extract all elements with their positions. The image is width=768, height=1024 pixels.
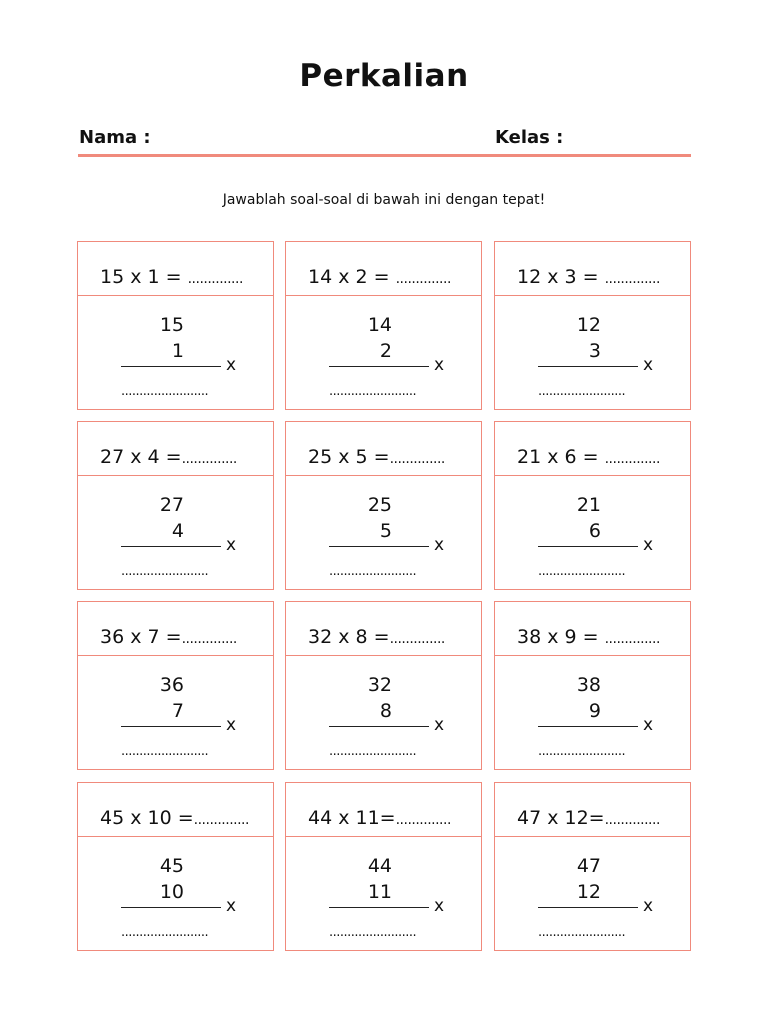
multiply-sign: x	[434, 715, 445, 735]
multiply-sign: x	[643, 715, 654, 735]
sum-line	[538, 366, 638, 367]
multiplicand: 27	[159, 494, 184, 516]
multiplier: 4	[171, 520, 184, 542]
multiplicand: 45	[159, 855, 184, 877]
multiplier: 6	[588, 520, 601, 542]
equation-blank[interactable]: ..............	[395, 812, 451, 828]
multiply-sign: x	[643, 896, 654, 916]
multiply-sign: x	[434, 896, 445, 916]
answer-blank[interactable]: ........................	[329, 564, 417, 579]
equation: 36 x 7 =..............	[100, 626, 237, 648]
equation-blank[interactable]: ..............	[181, 631, 237, 647]
sum-line	[538, 726, 638, 727]
problem-card	[77, 782, 274, 951]
class-label: Kelas :	[495, 127, 564, 148]
equation: 32 x 8 =..............	[308, 626, 445, 648]
problem-card	[494, 421, 691, 590]
problem-card	[77, 421, 274, 590]
answer-blank[interactable]: ........................	[121, 384, 209, 399]
multiplicand: 15	[159, 314, 184, 336]
multiplicand: 44	[367, 855, 392, 877]
multiply-sign: x	[434, 355, 445, 375]
problem-card	[494, 782, 691, 951]
sum-line	[329, 366, 429, 367]
equation-blank[interactable]: ..............	[395, 271, 451, 287]
equation-blank[interactable]: ..............	[389, 631, 445, 647]
answer-blank[interactable]: ........................	[538, 925, 626, 940]
header-rule	[78, 154, 691, 157]
multiplicand: 47	[576, 855, 601, 877]
sum-line	[329, 546, 429, 547]
answer-blank[interactable]: ........................	[329, 925, 417, 940]
problem-card	[285, 241, 482, 410]
multiplicand: 25	[367, 494, 392, 516]
answer-blank[interactable]: ........................	[329, 744, 417, 759]
equation-blank[interactable]: ..............	[389, 451, 445, 467]
sum-line	[121, 366, 221, 367]
multiplicand: 14	[367, 314, 392, 336]
multiplier: 12	[576, 881, 601, 903]
multiply-sign: x	[226, 896, 237, 916]
answer-blank[interactable]: ........................	[538, 564, 626, 579]
problem-card	[285, 782, 482, 951]
multiplier: 9	[588, 700, 601, 722]
multiplicand: 36	[159, 674, 184, 696]
sum-line	[329, 726, 429, 727]
equation: 45 x 10 =..............	[100, 807, 249, 829]
multiply-sign: x	[434, 535, 445, 555]
equation-blank[interactable]: ..............	[604, 271, 660, 287]
multiplier: 3	[588, 340, 601, 362]
equation: 44 x 11=..............	[308, 807, 451, 829]
problem-card	[285, 601, 482, 770]
multiplier: 2	[379, 340, 392, 362]
answer-blank[interactable]: ........................	[121, 564, 209, 579]
equation-blank[interactable]: ..............	[193, 812, 249, 828]
answer-blank[interactable]: ........................	[329, 384, 417, 399]
equation: 15 x 1 = ..............	[100, 266, 243, 288]
equation-blank[interactable]: ..............	[604, 812, 660, 828]
multiplier: 1	[171, 340, 184, 362]
multiply-sign: x	[226, 715, 237, 735]
sum-line	[538, 907, 638, 908]
answer-blank[interactable]: ........................	[538, 744, 626, 759]
problem-card	[494, 241, 691, 410]
multiply-sign: x	[643, 535, 654, 555]
sum-line	[538, 546, 638, 547]
problem-card	[77, 241, 274, 410]
instruction-text: Jawablah soal-soal di bawah ini dengan tepat!	[222, 192, 546, 208]
equation-blank[interactable]: ..............	[604, 451, 660, 467]
answer-blank[interactable]: ........................	[538, 384, 626, 399]
answer-blank[interactable]: ........................	[121, 744, 209, 759]
multiplicand: 38	[576, 674, 601, 696]
multiplicand: 32	[367, 674, 392, 696]
name-label: Nama :	[79, 127, 151, 148]
equation: 38 x 9 = ..............	[517, 626, 660, 648]
problem-card	[285, 421, 482, 590]
worksheet-title: Perkalian	[299, 58, 469, 94]
sum-line	[121, 726, 221, 727]
equation: 25 x 5 =..............	[308, 446, 445, 468]
equation: 21 x 6 = ..............	[517, 446, 660, 468]
equation: 14 x 2 = ..............	[308, 266, 451, 288]
multiplier: 11	[367, 881, 392, 903]
equation: 27 x 4 =..............	[100, 446, 237, 468]
multiplier: 5	[379, 520, 392, 542]
sum-line	[121, 546, 221, 547]
multiply-sign: x	[226, 355, 237, 375]
answer-blank[interactable]: ........................	[121, 925, 209, 940]
sum-line	[329, 907, 429, 908]
multiplicand: 21	[576, 494, 601, 516]
multiplier: 10	[159, 881, 184, 903]
equation-blank[interactable]: ..............	[187, 271, 243, 287]
multiplier: 7	[171, 700, 184, 722]
equation: 47 x 12=..............	[517, 807, 660, 829]
equation-blank[interactable]: ..............	[604, 631, 660, 647]
multiply-sign: x	[226, 535, 237, 555]
multiplicand: 12	[576, 314, 601, 336]
problem-card	[494, 601, 691, 770]
equation-blank[interactable]: ..............	[181, 451, 237, 467]
problem-card	[77, 601, 274, 770]
equation: 12 x 3 = ..............	[517, 266, 660, 288]
sum-line	[121, 907, 221, 908]
multiplier: 8	[379, 700, 392, 722]
multiply-sign: x	[643, 355, 654, 375]
